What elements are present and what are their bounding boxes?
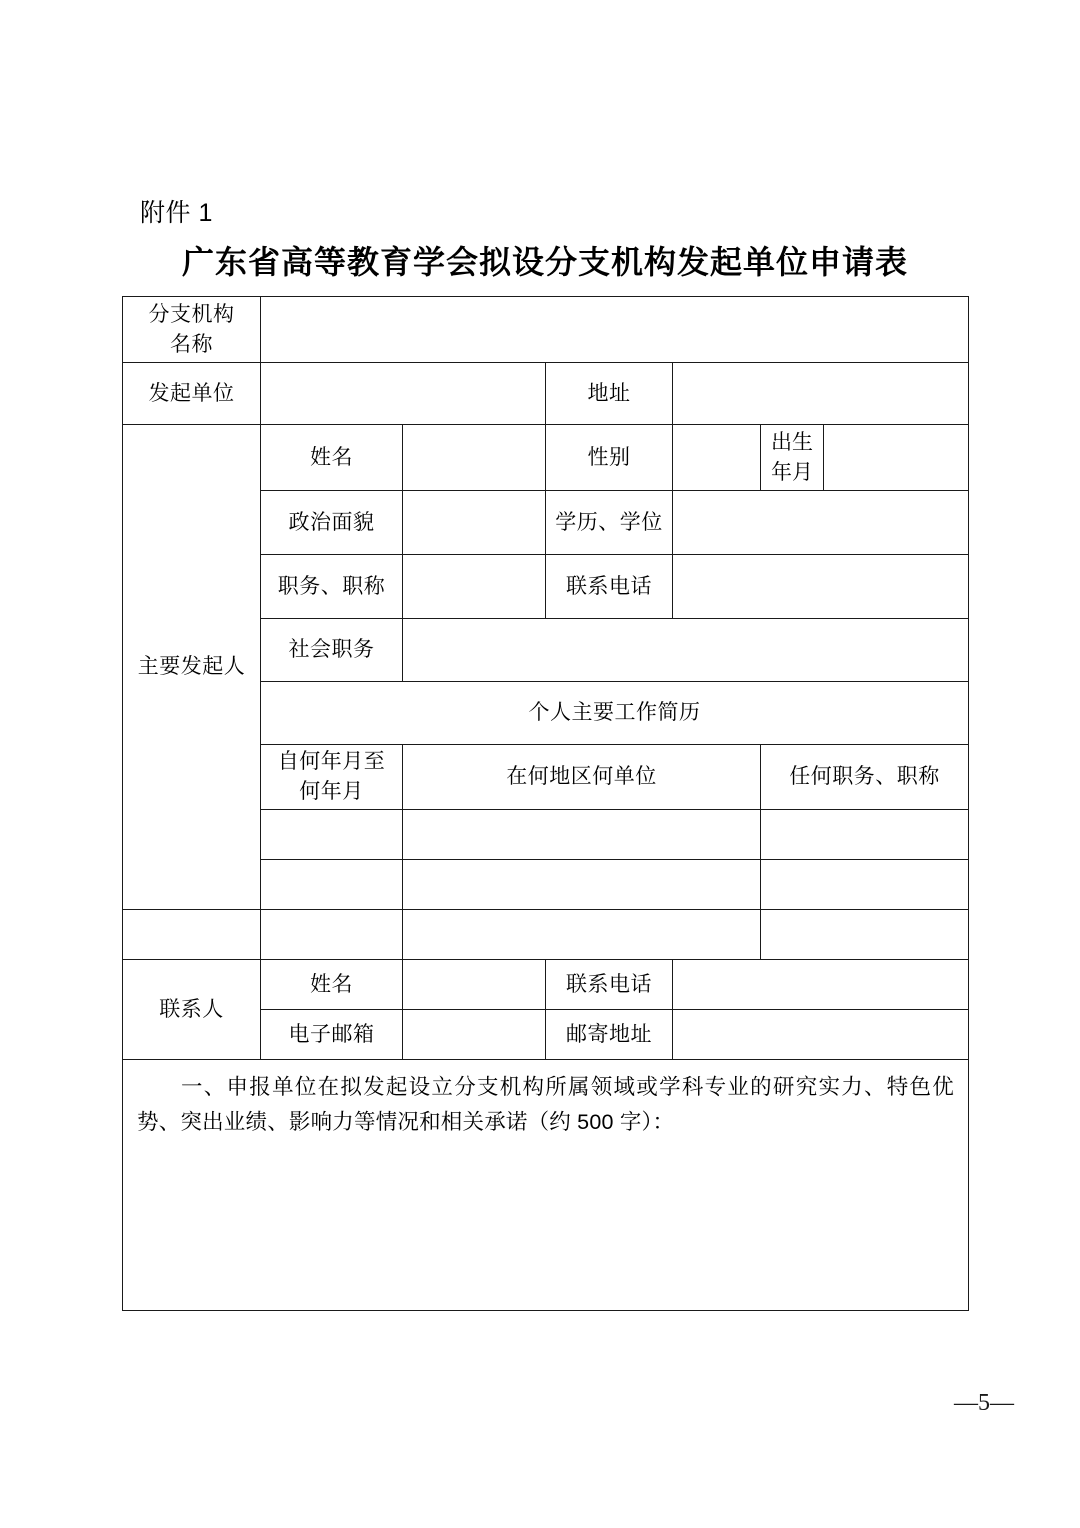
field-person-gender[interactable] xyxy=(673,425,761,491)
field-branch-name[interactable] xyxy=(261,297,969,363)
page-title: 广东省高等教育学会拟设分支机构发起单位申请表 xyxy=(181,244,908,280)
statement-prompt: 一、申报单位在拟发起设立分支机构所属领域或学科专业的研究实力、特色优势、突出业绩、影响力等情况和相关承诺（约 500 字）： xyxy=(137,1075,954,1134)
label-contact-phone: 联系电话 xyxy=(546,960,673,1010)
label-initiating-unit: 发起单位 xyxy=(123,363,261,425)
field-person-name[interactable] xyxy=(403,425,546,491)
label-person-birth-line2: 年月 xyxy=(771,460,813,484)
table-row xyxy=(123,910,969,960)
label-person-birth xyxy=(761,425,824,491)
field-resume-period[interactable] xyxy=(261,910,403,960)
label-main-initiator: 主要发起人 xyxy=(123,425,261,910)
field-person-birth[interactable] xyxy=(824,425,969,491)
field-resume-period[interactable] xyxy=(261,810,403,860)
label-branch-name xyxy=(123,297,261,363)
application-form-table xyxy=(122,296,969,1311)
label-political-status: 政治面貌 xyxy=(261,491,403,555)
field-contact-email[interactable] xyxy=(403,1010,546,1060)
row-statement xyxy=(123,1060,969,1311)
label-person-birth-line1: 出生 xyxy=(771,430,813,454)
field-resume-place-unit[interactable] xyxy=(403,860,761,910)
statement-area[interactable] xyxy=(123,1060,969,1311)
label-contact-mailing-address: 邮寄地址 xyxy=(546,1010,673,1060)
label-position-title: 职务、职称 xyxy=(261,555,403,619)
label-person-phone: 联系电话 xyxy=(546,555,673,619)
field-person-phone[interactable] xyxy=(673,555,969,619)
label-branch-name-line1: 分支机构 xyxy=(148,302,235,326)
field-education[interactable] xyxy=(673,491,969,555)
field-contact-mailing-address[interactable] xyxy=(673,1010,969,1060)
field-resume-place-unit[interactable] xyxy=(403,910,761,960)
field-social-position[interactable] xyxy=(403,619,969,682)
label-contact-name: 姓名 xyxy=(261,960,403,1010)
field-address[interactable] xyxy=(673,363,969,425)
label-social-position: 社会职务 xyxy=(261,619,403,682)
field-contact-name[interactable] xyxy=(403,960,546,1010)
label-resume-period xyxy=(261,745,403,810)
field-resume-position[interactable] xyxy=(761,810,969,860)
field-resume-position[interactable] xyxy=(761,860,969,910)
field-initiating-unit[interactable] xyxy=(261,363,546,425)
label-resume-place-unit: 在何地区何单位 xyxy=(403,745,761,810)
label-resume-period-line2: 何年月 xyxy=(299,780,364,803)
spacer-main-initiator xyxy=(123,910,261,960)
row-person-name xyxy=(123,425,969,491)
row-contact-name xyxy=(123,960,969,1010)
attachment-label: 附件 1 xyxy=(140,199,213,227)
label-contact-section: 联系人 xyxy=(123,960,261,1060)
label-branch-name-line2: 名称 xyxy=(170,332,213,356)
label-education: 学历、学位 xyxy=(546,491,673,555)
row-branch-name xyxy=(123,297,969,363)
label-person-gender: 性别 xyxy=(546,425,673,491)
label-address: 地址 xyxy=(546,363,673,425)
field-contact-phone[interactable] xyxy=(673,960,969,1010)
page-number: —5— xyxy=(954,1390,1014,1416)
field-position-title[interactable] xyxy=(403,555,546,619)
label-resume-period-line1: 自何年月至 xyxy=(277,750,386,773)
field-resume-period[interactable] xyxy=(261,860,403,910)
label-resume-section: 个人主要工作简历 xyxy=(261,682,969,745)
field-resume-place-unit[interactable] xyxy=(403,810,761,860)
label-resume-position: 任何职务、职称 xyxy=(761,745,969,810)
label-contact-email: 电子邮箱 xyxy=(261,1010,403,1060)
label-person-name: 姓名 xyxy=(261,425,403,491)
field-political-status[interactable] xyxy=(403,491,546,555)
row-initiating-unit xyxy=(123,363,969,425)
field-resume-position[interactable] xyxy=(761,910,969,960)
